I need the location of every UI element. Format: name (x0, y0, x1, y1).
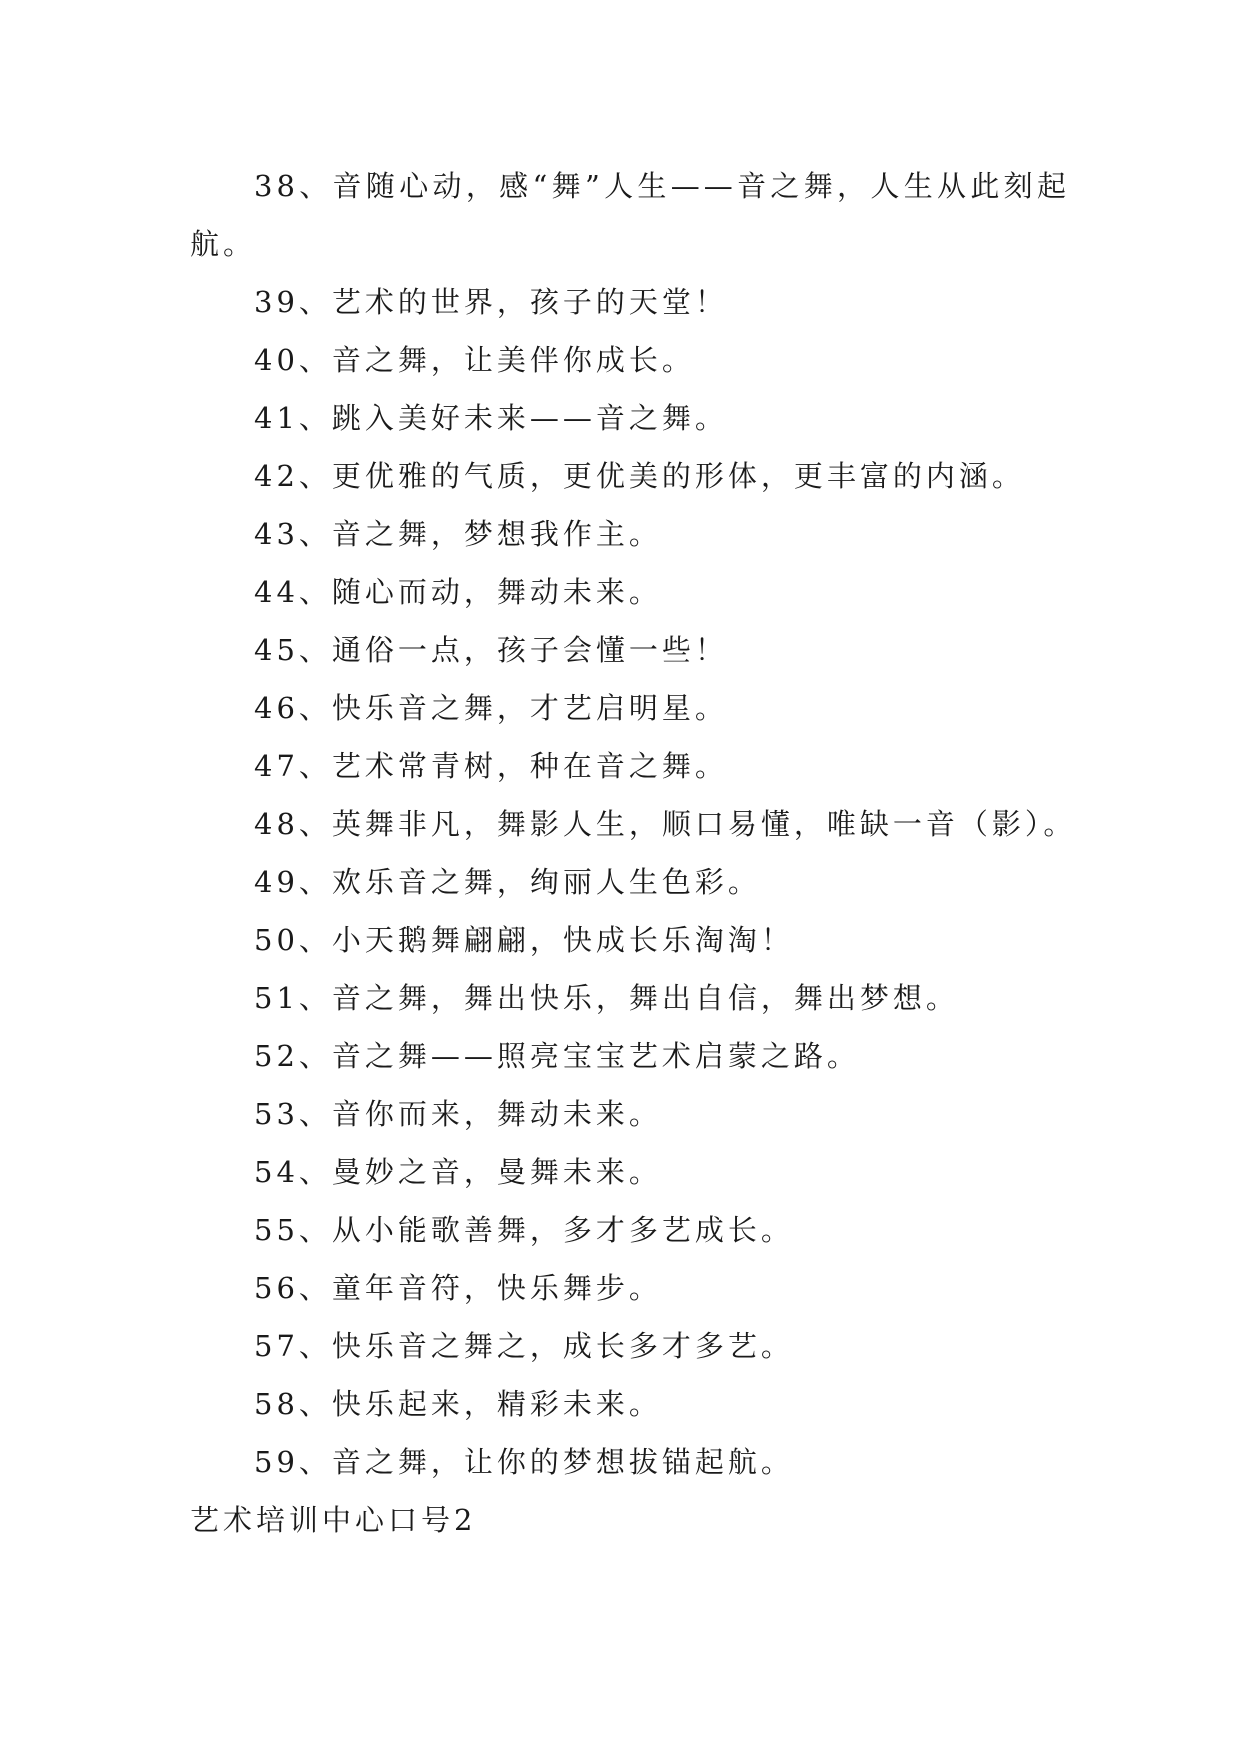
slogan-item-43: 43、音之舞，梦想我作主。 (254, 517, 662, 551)
slogan-item-46: 46、快乐音之舞，才艺启明星。 (254, 691, 728, 725)
slogan-item-54: 54、曼妙之音，曼舞未来。 (254, 1155, 662, 1189)
slogan-item-48: 48、英舞非凡，舞影人生，顺口易懂，唯缺一音（影）。 (254, 807, 1077, 841)
slogan-item-55: 55、从小能歌善舞，多才多艺成长。 (254, 1213, 794, 1247)
slogan-item-58: 58、快乐起来，精彩未来。 (254, 1387, 662, 1421)
slogan-item-52: 52、音之舞——照亮宝宝艺术启蒙之路。 (254, 1039, 860, 1073)
slogan-item-42: 42、更优雅的气质，更优美的形体，更丰富的内涵。 (254, 459, 1025, 493)
slogan-item-53: 53、音你而来，舞动未来。 (254, 1097, 662, 1131)
section-heading: 艺术培训中心口号2 (190, 1503, 477, 1537)
slogan-item-38: 38、音随心动，感“舞”人生——音之舞，人生从此刻起航。 (190, 169, 1070, 261)
slogan-item-45: 45、通俗一点，孩子会懂一些！ (254, 633, 728, 667)
slogan-item-51: 51、音之舞，舞出快乐，舞出自信，舞出梦想。 (254, 981, 959, 1015)
slogan-item-41: 41、跳入美好未来——音之舞。 (254, 401, 728, 435)
slogan-item-57: 57、快乐音之舞之，成长多才多艺。 (254, 1329, 794, 1363)
slogan-item-56: 56、童年音符，快乐舞步。 (254, 1271, 662, 1305)
slogan-item-50: 50、小天鹅舞翩翩，快成长乐淘淘！ (254, 923, 794, 957)
slogan-item-47: 47、艺术常青树，种在音之舞。 (254, 749, 728, 783)
slogan-item-44: 44、随心而动，舞动未来。 (254, 575, 662, 609)
slogan-item-39: 39、艺术的世界，孩子的天堂！ (254, 285, 728, 319)
document-body (190, 157, 1077, 1549)
slogan-item-40: 40、音之舞，让美伴你成长。 (254, 343, 695, 377)
slogan-item-49: 49、欢乐音之舞，绚丽人生色彩。 (254, 865, 761, 899)
slogan-item-59: 59、音之舞，让你的梦想拔锚起航。 (254, 1445, 794, 1479)
